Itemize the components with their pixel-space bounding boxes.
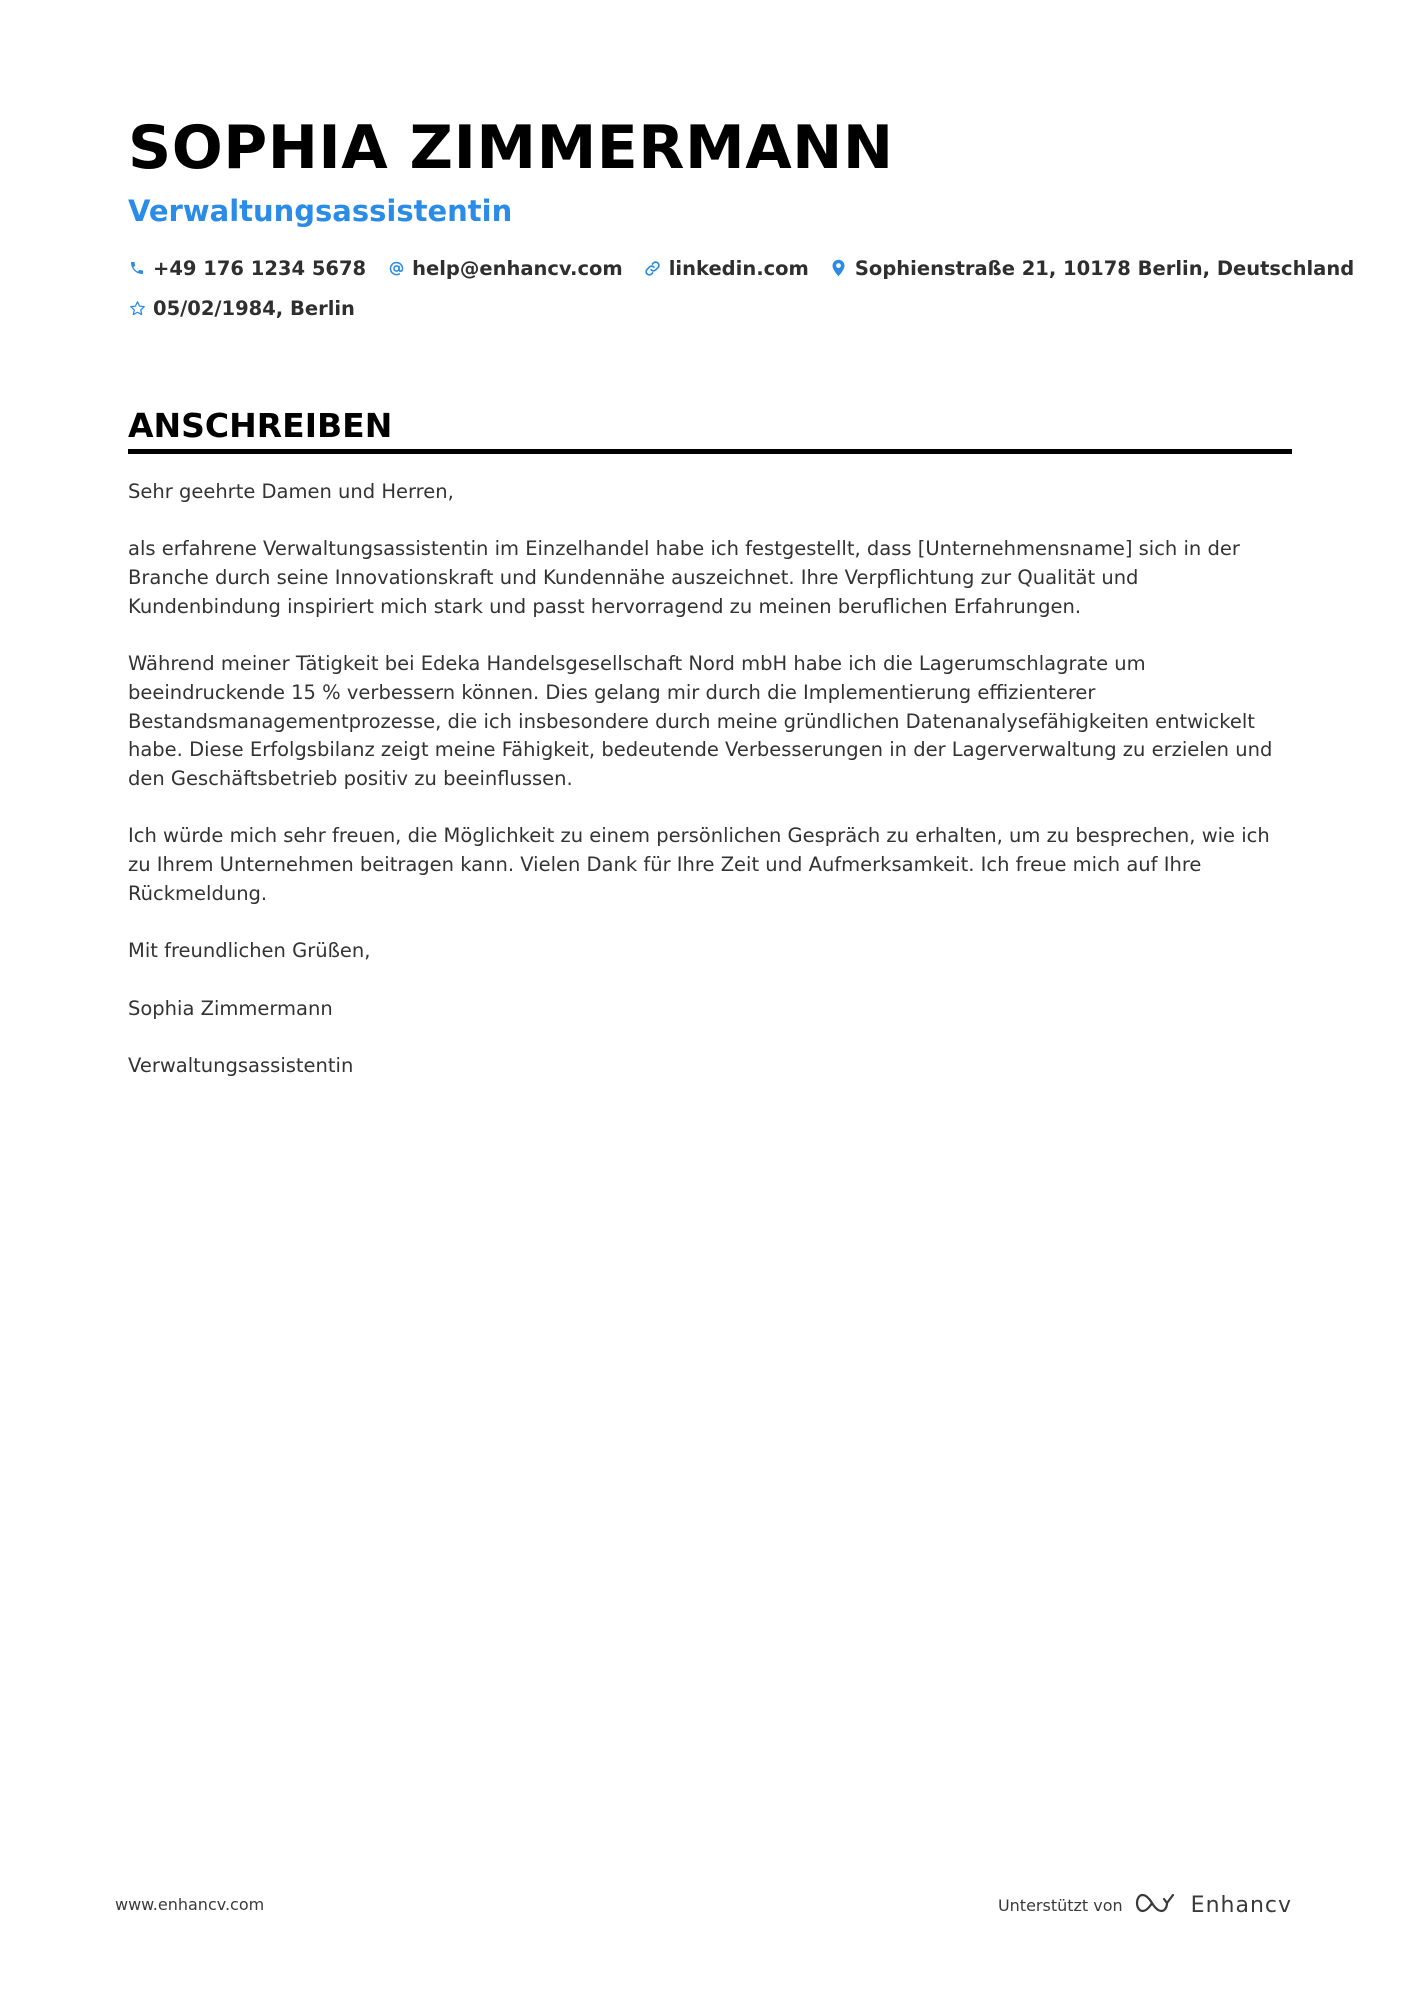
linkedin-link[interactable]: linkedin.com: [668, 256, 809, 280]
letter-paragraph-2: Während meiner Tätigkeit bei Edeka Handelsgesellschaft Nord mbH habe ich die Lagerumschlagrate um beeindruckende 15 % verbessern können. Dies gelang mir durch die Implementierung effizienterer Bestandsmanagementprozesse, die ich insbesondere durch meine gründlichen Datenanalysefähigkeiten entwickelt habe. Diese Erfolgsbilanz zeigt meine Fähigkeit, bedeutende Verbesserungen in der Lagerverwaltung zu erzielen und den Geschäftsbetrieb positiv zu beeinflussen.: [128, 652, 1273, 790]
applicant-name: SOPHIA ZIMMERMANN: [128, 113, 894, 183]
phone-number: +49 176 1234 5678: [153, 256, 367, 280]
contact-row-2: [128, 293, 376, 323]
job-title: Verwaltungsassistentin: [128, 194, 513, 228]
birth-date-place: 05/02/1984, Berlin: [153, 296, 355, 320]
email-address[interactable]: help@enhancv.com: [412, 256, 623, 280]
contact-email: [387, 257, 623, 280]
signature-name: Sophia Zimmermann: [128, 996, 333, 1020]
section-title: ANSCHREIBEN: [128, 406, 393, 445]
at-icon: [387, 259, 405, 277]
contact-birth: [128, 297, 355, 320]
footer-website[interactable]: www.enhancv.com: [115, 1895, 265, 1914]
footer-powered-by: [998, 1889, 1292, 1921]
letter-paragraph-1: als erfahrene Verwaltungsassistentin im Einzelhandel habe ich festgestellt, dass [Unternehmensname] sich in der Branche durch seine Innovationskraft und Kundennähe auszeichnet. Ihre Verpflichtung zur Qualität und Kundenbindung inspiriert mich stark und passt hervorragend zu meinen beruflichen Erfahrungen.: [128, 537, 1240, 618]
contact-linkedin: [644, 257, 809, 280]
contact-address: [830, 257, 1354, 280]
enhancv-logo-icon: [1135, 1890, 1181, 1920]
section-divider: [128, 449, 1292, 454]
star-icon: [128, 299, 146, 317]
letter-salutation: Sehr geehrte Damen und Herren,: [128, 480, 454, 503]
powered-by-label: Unterstützt von: [997, 1895, 1123, 1915]
brand-name: Enhancv: [1190, 1892, 1292, 1918]
letter-closing: Mit freundlichen Grüßen,: [128, 939, 371, 963]
location-pin-icon: [830, 259, 848, 277]
link-icon: [644, 259, 662, 277]
contact-phone: [128, 257, 366, 280]
phone-icon: [128, 259, 146, 277]
signature-title: Verwaltungsassistentin: [128, 1053, 354, 1077]
letter-paragraph-3: Ich würde mich sehr freuen, die Möglichkeit zu einem persönlichen Gespräch zu erhalten, um zu besprechen, wie ich zu Ihrem Unternehmen beitragen kann. Vielen Dank für Ihre Zeit und Aufmerksamkeit. Ich freue mich auf Ihre Rückmeldung.: [128, 824, 1270, 905]
brand-logo[interactable]: [1135, 1890, 1292, 1920]
address-text: Sophienstraße 21, 10178 Berlin, Deutschland: [854, 256, 1355, 280]
letter-body: [128, 478, 1292, 1109]
contact-row-1: [128, 253, 1375, 283]
